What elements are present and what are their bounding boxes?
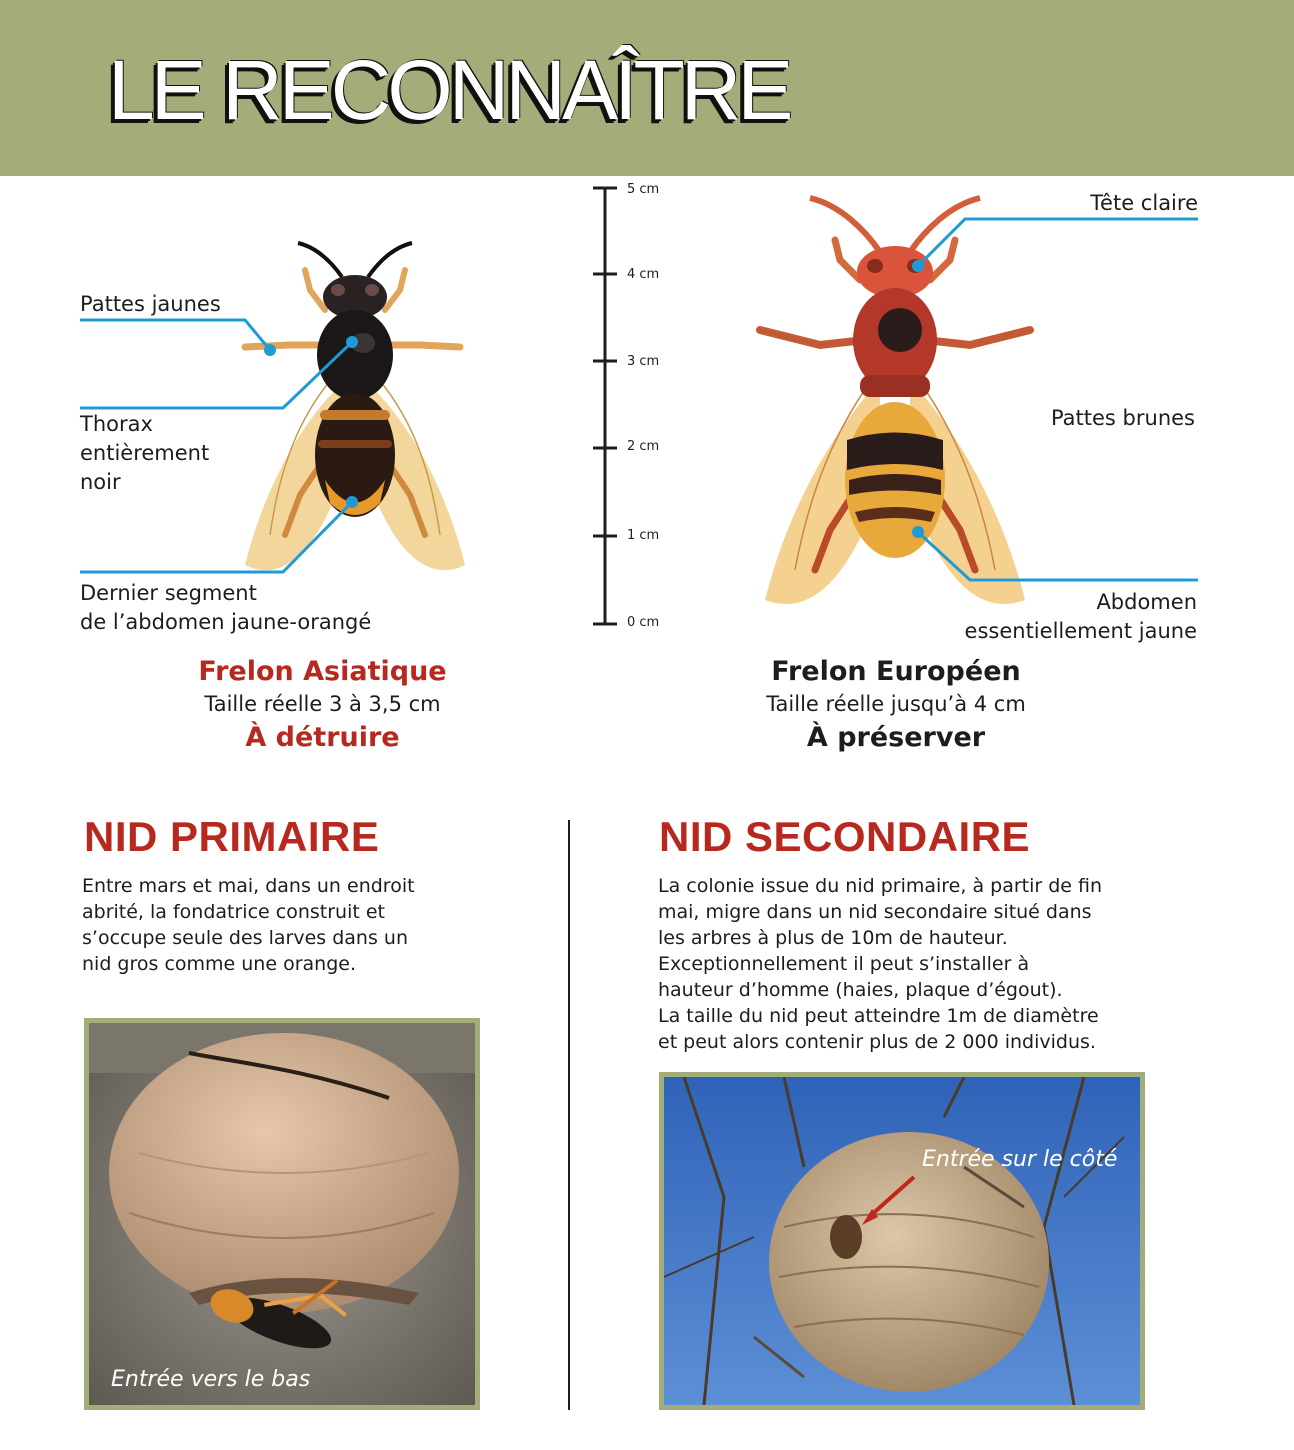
nid-secondaire-photo: [659, 1072, 1145, 1410]
nid-secondaire-text: La colonie issue du nid primaire, à partir de fin mai, migre dans un nid secondaire situé dans les arbres à plus de 10m de hauteur. Exceptionnellement il peut s’installer à hauteur d’homme (haies, plaque d’égout). La taille du nid peut atteindre 1m de diamètre et peut alors contenir plus de 2 000 individus.: [658, 875, 1103, 1053]
svg-text:0 cm: 0 cm: [627, 615, 660, 630]
label-tete-claire: Tête claire: [1090, 191, 1198, 215]
svg-text:3 cm: 3 cm: [627, 354, 660, 369]
nid-primaire-caption: Entrée vers le bas: [111, 1367, 311, 1392]
page-title: LE RECONNAÎTRE: [108, 43, 790, 137]
svg-text:4 cm: 4 cm: [627, 267, 660, 282]
european-species-verdict: À préserver: [806, 722, 986, 753]
nid-primaire-title: NID PRIMAIRE: [84, 813, 380, 860]
label-dernier-segment: Dernier segment de l’abdomen jaune-orangé: [80, 581, 372, 634]
nid-secondaire-caption: Entrée sur le côté: [922, 1147, 1118, 1172]
svg-text:2 cm: 2 cm: [627, 439, 660, 454]
label-pattes-jaunes: Pattes jaunes: [80, 292, 221, 316]
nid-secondaire-title: NID SECONDAIRE: [659, 813, 1031, 860]
label-abdomen-jaune: Abdomen essentiellement jaune: [964, 590, 1197, 643]
asian-species-info: [160, 655, 485, 757]
svg-text:1 cm: 1 cm: [627, 528, 660, 543]
european-callout-lines: [0, 0, 1294, 620]
asian-species-verdict: À détruire: [245, 722, 400, 753]
european-species-info: [720, 655, 1072, 757]
svg-text:5 cm: 5 cm: [627, 182, 660, 197]
asian-species-size: Taille réelle 3 à 3,5 cm: [204, 692, 441, 716]
label-pattes-brunes: Pattes brunes: [1050, 406, 1195, 430]
label-thorax-noir: Thorax entièrement noir: [80, 412, 210, 494]
asian-species-name: Frelon Asiatique: [198, 656, 447, 687]
european-species-name: Frelon Européen: [771, 656, 1021, 687]
nid-primaire-photo: [84, 1018, 480, 1410]
nid-primaire-text: Entre mars et mai, dans un endroit abrité, la fondatrice construit et s’occupe seule des larves dans un nid gros comme une orange.: [82, 875, 415, 975]
european-species-size: Taille réelle jusqu’à 4 cm: [766, 692, 1026, 716]
column-divider: [568, 820, 570, 1410]
